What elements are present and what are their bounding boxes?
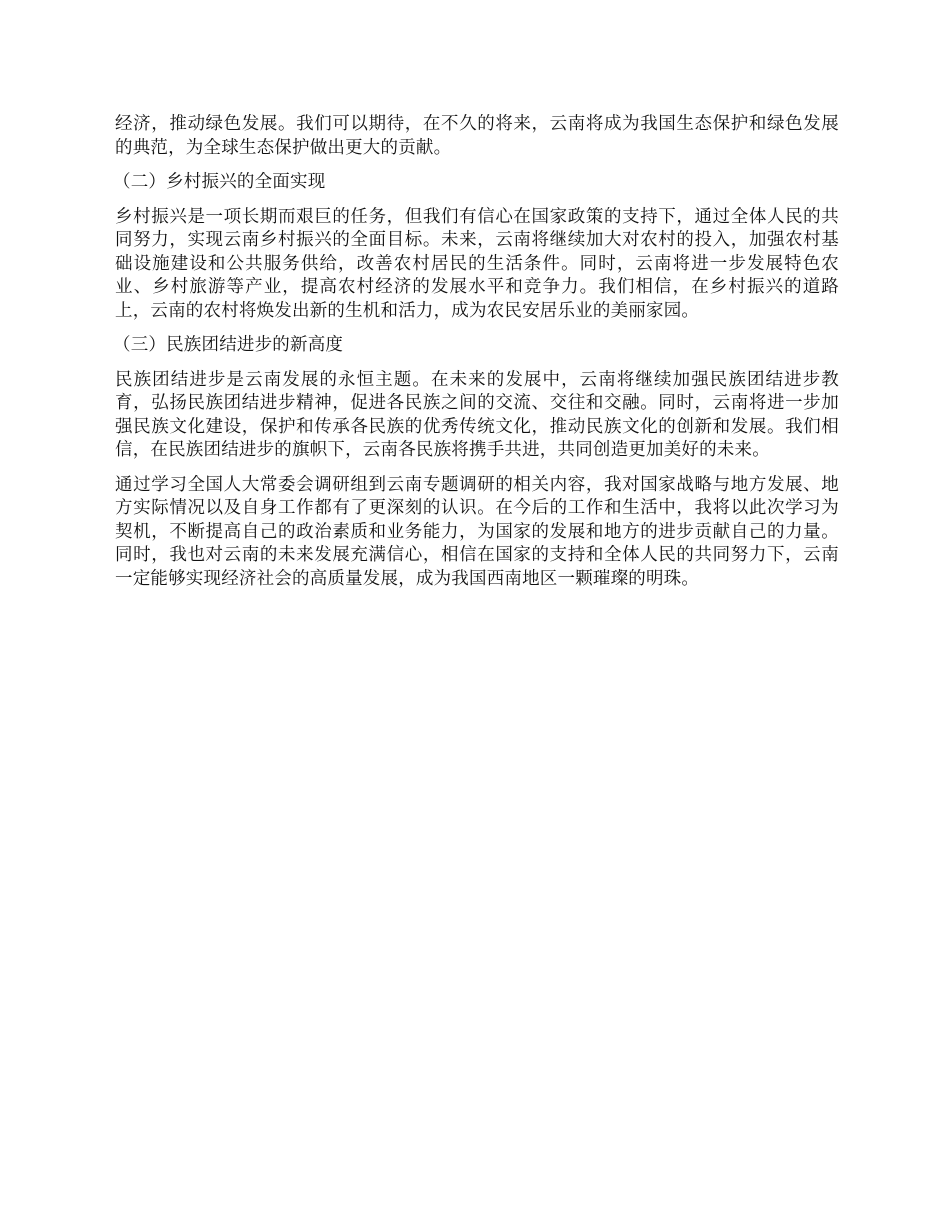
paragraph-rural-revitalization: 乡村振兴是一项长期而艰巨的任务，但我们有信心在国家政策的支持下，通过全体人民的共同努力，实现云南乡村振兴的全面目标。未来，云南将继续加大对农村的投入，加强农村基础设施建设和公共服务供给，改善农村居民的生活条件。同时，云南将进一步发展特色农业、乡村旅游等产业，提高农村经济的发展水平和竞争力。我们相信，在乡村振兴的道路上，云南的农村将焕发出新的生机和活力，成为农民安居乐业的美丽家园。 — [115, 206, 839, 321]
paragraph-green-development: 经济，推动绿色发展。我们可以期待，在不久的将来，云南将成为我国生态保护和绿色发展的典范，为全球生态保护做出更大的贡献。 — [115, 114, 839, 158]
paragraph-ethnic-unity: 民族团结进步是云南发展的永恒主题。在未来的发展中，云南将继续加强民族团结进步教育，弘扬民族团结进步精神，促进各民族之间的交流、交往和交融。同时，云南将进一步加强民族文化建设，保护和传承各民族的优秀传统文化，推动民族文化的创新和发展。我们相信，在民族团结进步的旗帜下，云南各民族将携手共进，共同创造更加美好的未来。 — [115, 369, 839, 460]
document-page — [115, 113, 839, 602]
section-heading-ethnic-unity: （三）民族团结进步的新高度 — [113, 335, 344, 355]
section-heading-rural-revitalization: （二）乡村振兴的全面实现 — [113, 172, 326, 192]
paragraph-conclusion: 通过学习全国人大常委会调研组到云南专题调研的相关内容，我对国家战略与地方发展、地方实际情况以及自身工作都有了更深刻的认识。在今后的工作和生活中，我将以此次学习为契机，不断提高自己的政治素质和业务能力，为国家的发展和地方的进步贡献自己的力量。同时，我也对云南的未来发展充满信心，相信在国家的支持和全体人民的共同努力下，云南一定能够实现经济社会的高质量发展，成为我国西南地区一颗璀璨的明珠。 — [115, 474, 839, 589]
